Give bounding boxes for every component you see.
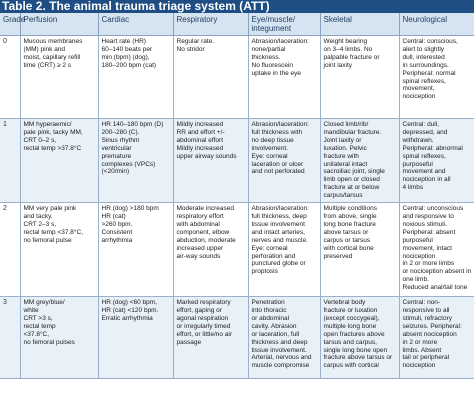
cardiac-cell: HR 140–180 bpm (D) 200–280 (C). Sinus rhythm ventricular premature complexes (VPCs) (<20/min): [98, 119, 173, 203]
perfusion-cell: MM grey/blue/ white CRT >3 s, rectal temp <37.8°C, no femoral pulses: [20, 297, 98, 379]
grade-cell: 2: [0, 203, 20, 297]
cardiac-cell: HR (dog) >180 bpm HR (cat) >260 bpm. Consistent arrhythmia: [98, 203, 173, 297]
grade-cell: 1: [0, 119, 20, 203]
neurological-cell: Central: unconscious and responsive to noxious stimuli. Peripheral: absent purposeful movement, intact nociception in 2 or more limbs or nociception absent in one limb. Reduced anal/tail tone: [399, 203, 474, 297]
grade-cell: 0: [0, 36, 20, 119]
att-table: [0, 13, 474, 379]
header-respiratory: Respiratory: [173, 13, 248, 36]
skeletal-cell: Multiple conditions from above, single long bone fracture above tarsus or carpus or tarsus with cortical bone preserved: [320, 203, 399, 297]
table-row: [0, 203, 474, 297]
skeletal-cell: Vertebral body fracture or luxation (except coccygeal), multiple long bone open fractures above tarsus and carpus, single long bone open fracture above tarsus or carpus with cortical: [320, 297, 399, 379]
grade-cell: 3: [0, 297, 20, 379]
eye-muscle-integument-cell: Abrasion/laceration: none/partial thickness. No fluorescein uptake in the eye: [248, 36, 320, 119]
header-perfusion: Perfusion: [20, 13, 98, 36]
header-grade: Grade: [0, 13, 20, 36]
header-row: [0, 13, 474, 36]
cardiac-cell: HR (dog) <60 bpm, HR (cat) <120 bpm. Erratic arrhythmia: [98, 297, 173, 379]
neurological-cell: Central: non- responsive to all stimuli, refractory seizures. Peripheral: absent nociception in 2 or more limbs. Absent tail or peripheral nociception: [399, 297, 474, 379]
skeletal-cell: Closed limb/rib/ mandibular fracture. Joint laxity or luxation. Pelvic fracture with unilateral intact sacroiliac joint, single limb open or closed fracture at or below carpus/tarsus: [320, 119, 399, 203]
skeletal-cell: Weight bearing on 3–4 limbs. No palpable fracture or joint laxity: [320, 36, 399, 119]
table-title: Table 2. The animal trauma triage system (ATT): [0, 0, 474, 13]
cardiac-cell: Heart rate (HR) 60–140 beats per min (bpm) (dog), 180–200 bpm (cat): [98, 36, 173, 119]
header-skeletal: Skeletal: [320, 13, 399, 36]
table-row: [0, 36, 474, 119]
respiratory-cell: Regular rate. No stridor: [173, 36, 248, 119]
perfusion-cell: MM very pale pink and tacky. CRT 2–3 s, rectal temp <37.8°C, no femoral pulse: [20, 203, 98, 297]
neurological-cell: Central: conscious, alert to slightly dull, interested in surroundings. Peripheral: normal spinal reflexes, movement, nociception: [399, 36, 474, 119]
respiratory-cell: Mildly increased RR and effort +/- abdominal effort Mildly increased upper airway sounds: [173, 119, 248, 203]
respiratory-cell: Moderate increased respiratory effort with abdominal component, elbow abduction, moderate increased upper air-way sounds: [173, 203, 248, 297]
header-eye-muscle-integument: Eye/muscle/ integument: [248, 13, 320, 36]
eye-muscle-integument-cell: Abrasion/laceration: full thickness with no deep tissue involvement. Eye: corneal laceration or ulcer and not perforated: [248, 119, 320, 203]
table-row: [0, 297, 474, 379]
table-row: [0, 119, 474, 203]
perfusion-cell: Mucous membranes (MM) pink and moist, capillary refill time (CRT) ≥ 2 s: [20, 36, 98, 119]
header-cardiac: Cardiac: [98, 13, 173, 36]
eye-muscle-integument-cell: Abrasion/laceration: full thickness, deep tissue involvement and intact arteries, nerves and muscle. Eye: corneal perforation and punctured globe or proptosis: [248, 203, 320, 297]
eye-muscle-integument-cell: Penetration into thoracic or abdominal cavity. Abrasion or laceration, full thickness and deep tissue involvement. Arterial, nervous and muscle compromise: [248, 297, 320, 379]
respiratory-cell: Marked respiratory effort, gaping or agonal respiration or irregularly timed effort, or little/no air passage: [173, 297, 248, 379]
neurological-cell: Central: dull, depressed, and withdrawn. Peripheral: abnormal spinal reflexes, purposeful movement and nociception in all 4 limbs: [399, 119, 474, 203]
perfusion-cell: MM hyperaemic/ pale pink, tacky MM, CRT 0–2 s, rectal temp >37.8°C: [20, 119, 98, 203]
header-neurological: Neurological: [399, 13, 474, 36]
